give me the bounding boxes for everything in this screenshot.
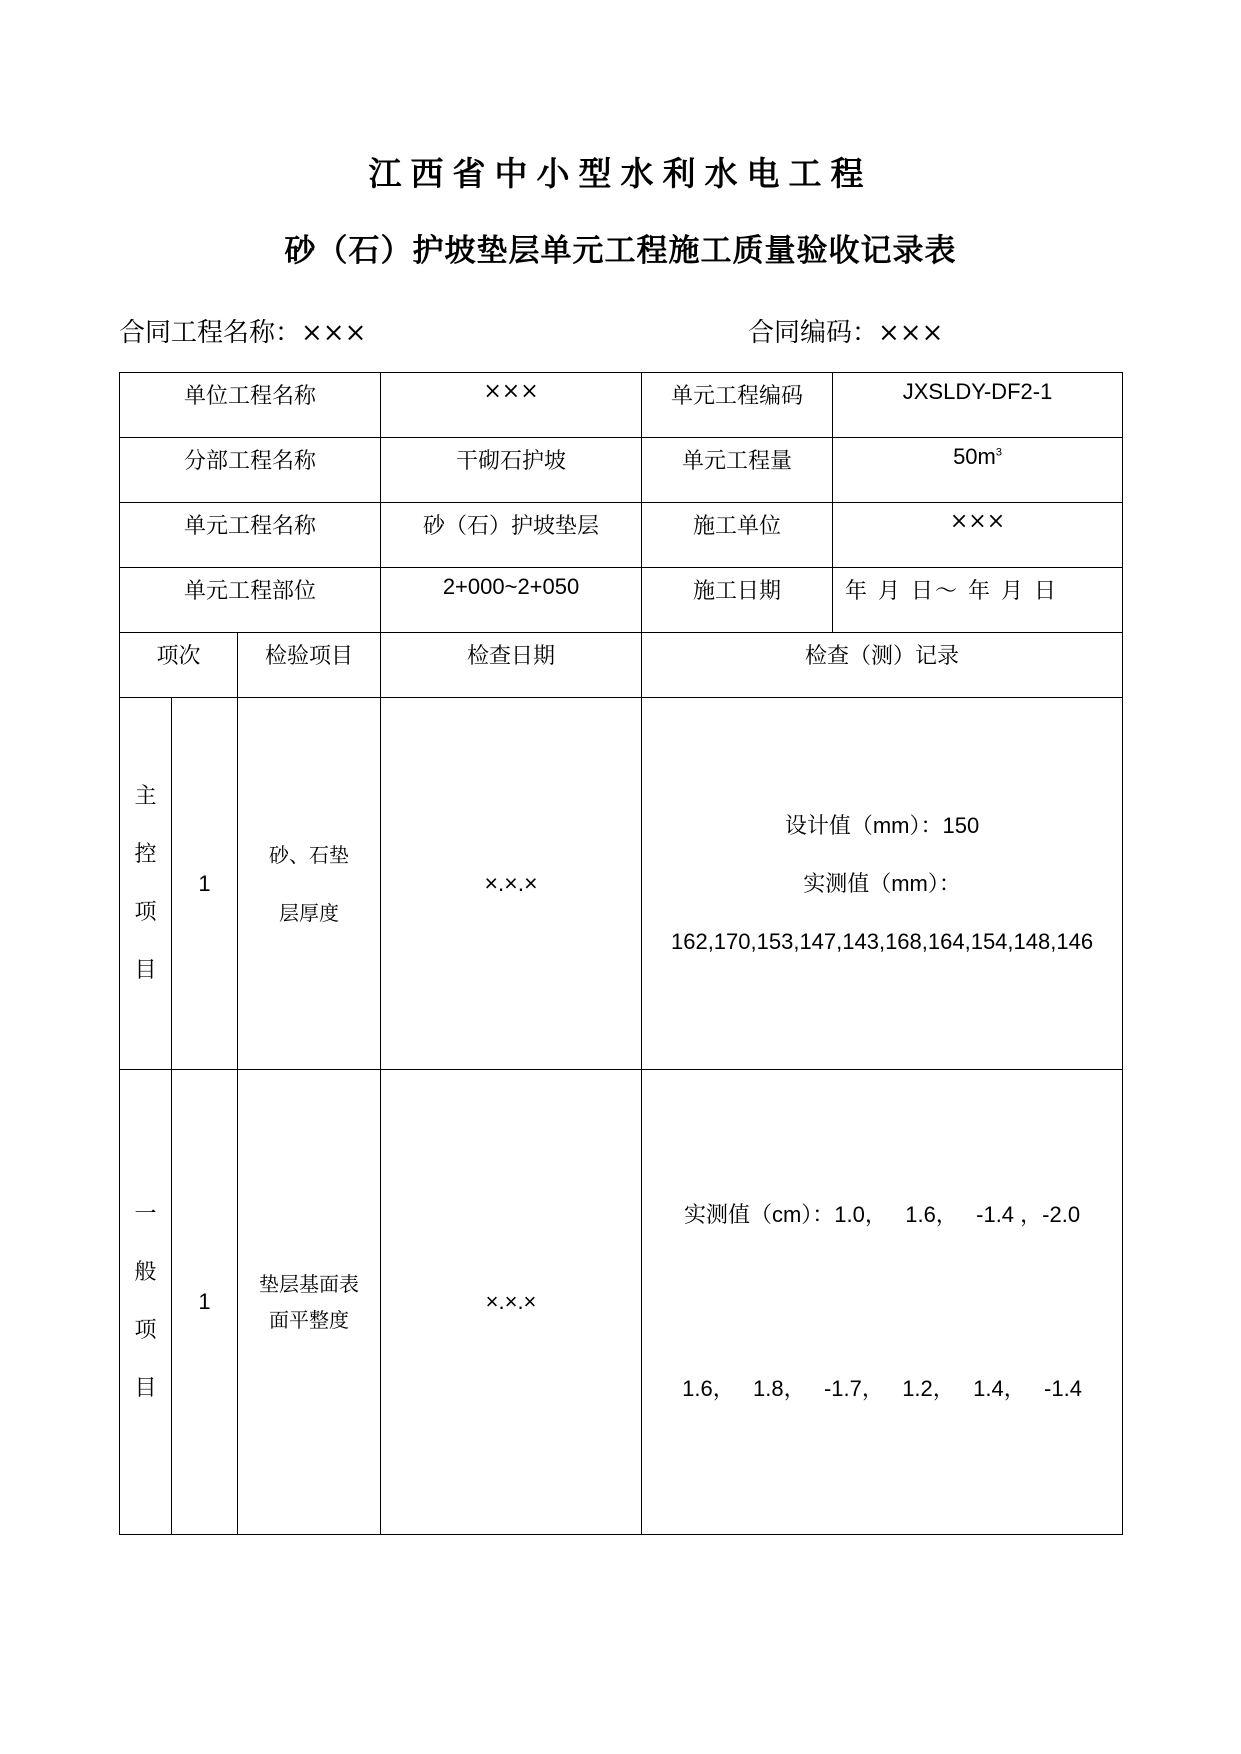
main-control-item-line1: 砂、石垫 (269, 842, 350, 867)
general-category-char-4: 目 (134, 1376, 157, 1401)
main-control-record-line1: 设计值（mm）：150 (784, 812, 980, 838)
general-category-char-2: 般 (134, 1260, 157, 1285)
element-code-value: JXSLDY-DF2-1 (833, 373, 1123, 438)
main-control-category (120, 698, 172, 1070)
general-item-line1: 垫层基面表 (259, 1272, 360, 1296)
col-header-record: 检查（测）记录 (642, 633, 1123, 698)
division-name-value: 干砌石护坡 (381, 438, 642, 503)
main-control-record-line3: 162,170,153,147,143,168,164,154,148,146 (670, 928, 1094, 954)
general-category-char-1: 一 (134, 1202, 157, 1227)
main-control-inspect-item (238, 698, 381, 1070)
general-item-no: 1 (172, 1070, 238, 1535)
unit-project-name-label: 单位工程名称 (120, 373, 381, 438)
main-control-category-char-4: 目 (134, 957, 157, 983)
form-title-line2: 砂（石）护坡垫层单元工程施工质量验收记录表 (284, 233, 957, 269)
col-header-inspect-item: 检验项目 (238, 633, 381, 698)
col-header-check-date: 检查日期 (381, 633, 642, 698)
element-code-label: 单元工程编码 (642, 373, 833, 438)
contractor-value: ××× (833, 503, 1123, 568)
main-control-category-char-3: 项 (134, 899, 157, 925)
general-item-row (120, 1070, 1123, 1535)
general-check-date: ×.×.× (381, 1070, 642, 1535)
info-row-location (120, 568, 1123, 633)
main-control-item-line2: 层厚度 (279, 900, 340, 925)
element-quantity-label: 单元工程量 (642, 438, 833, 503)
element-quantity-number: 50m (953, 444, 996, 469)
general-record-line1: 实测值（cm）：1.0， 1.6， -1.4 ，-2.0 (683, 1202, 1081, 1227)
inspection-record-table (119, 372, 1123, 1535)
main-control-item-no: 1 (172, 698, 238, 1070)
info-row-element-name (120, 503, 1123, 568)
info-row-unit-project (120, 373, 1123, 438)
element-location-value: 2+000~2+050 (381, 568, 642, 633)
element-name-value: 砂（石）护坡垫层 (381, 503, 642, 568)
general-inspect-item (238, 1070, 381, 1535)
element-location-label: 单元工程部位 (120, 568, 381, 633)
division-name-label: 分部工程名称 (120, 438, 381, 503)
main-control-record (642, 698, 1123, 1070)
construction-date-label: 施工日期 (642, 568, 833, 633)
main-control-record-line2: 实测值（mm）： (803, 870, 961, 896)
general-item-line2: 面平整度 (269, 1308, 350, 1332)
general-category-char-3: 项 (134, 1318, 157, 1343)
main-control-category-char-2: 控 (134, 841, 157, 867)
contract-code: 合同编码：××× (748, 318, 944, 348)
construction-date-value: 年 月 日～ 年 月 日 (833, 568, 1123, 633)
col-header-item-no: 项次 (120, 633, 238, 698)
contract-project-name: 合同工程名称：××× (119, 318, 367, 348)
general-record (642, 1070, 1123, 1535)
general-category (120, 1070, 172, 1535)
general-record-line2: 1.6， 1.8， -1.7， 1.2， 1.4， -1.4 (682, 1376, 1082, 1401)
main-control-item-row (120, 698, 1123, 1070)
contractor-label: 施工单位 (642, 503, 833, 568)
element-quantity-unit-exponent: 3 (995, 446, 1002, 459)
form-title-line1: 江西省中小型水利水电工程 (368, 154, 873, 193)
info-row-division (120, 438, 1123, 503)
element-quantity-value (833, 438, 1123, 503)
main-control-check-date: ×.×.× (381, 698, 642, 1070)
column-header-row (120, 633, 1123, 698)
main-control-category-char-1: 主 (134, 783, 157, 809)
element-name-label: 单元工程名称 (120, 503, 381, 568)
unit-project-name-value: ××× (381, 373, 642, 438)
